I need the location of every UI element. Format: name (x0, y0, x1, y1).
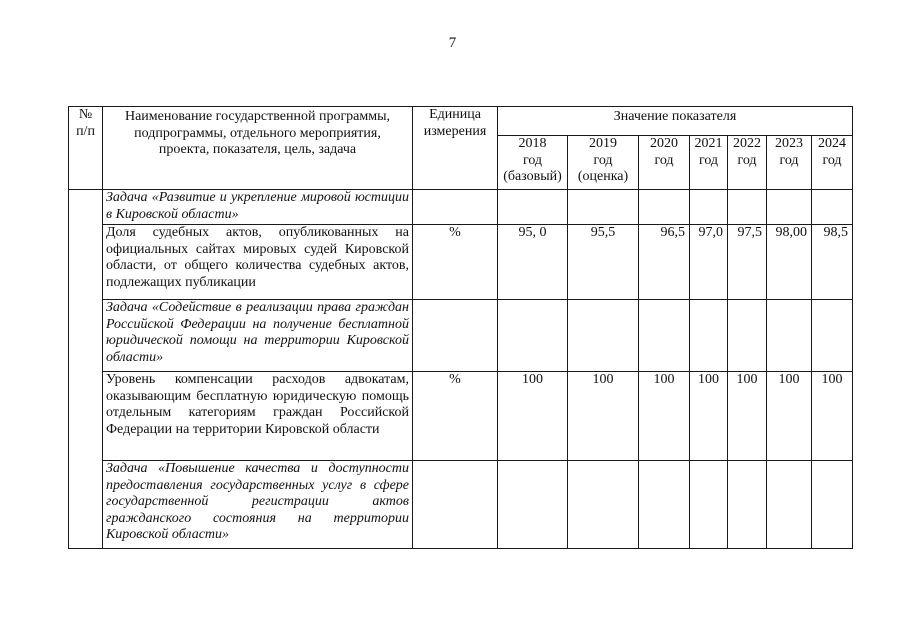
header-num: № п/п (69, 107, 103, 190)
indicator-row (69, 225, 853, 300)
year-header: 2019 год (оценка) (568, 136, 639, 190)
year-header: 2023 год (767, 136, 812, 190)
indicator-unit: % (413, 372, 498, 461)
value-2019: 100 (568, 372, 639, 461)
value-2020: 100 (639, 372, 690, 461)
row-num-cell (69, 190, 103, 549)
value-2023: 98,00 (767, 225, 812, 300)
task-text: Задача «Содействие в реализации права граждан Российской Федерации на получение бесплатной юридической помощи на территории Кировской области» (103, 300, 413, 372)
value-2018: 95, 0 (498, 225, 568, 300)
task-row (69, 190, 853, 225)
task-text: Задача «Повышение качества и доступности предоставления государственных услуг в сфере государственной регистрации актов гражданского состояния на территории Кировской области» (103, 461, 413, 549)
value-2021: 100 (690, 372, 728, 461)
year-header: 2021 год (690, 136, 728, 190)
value-2022: 97,5 (728, 225, 767, 300)
indicator-text: Уровень компенсации расходов адвокатам, оказывающим бесплатную юридическую помощь отдельным категориям граждан Российской Федерации на территории Кировской области (103, 372, 413, 461)
header-unit: Единица измерения (413, 107, 498, 190)
indicator-row (69, 372, 853, 461)
indicator-table (68, 106, 853, 549)
year-header: 2024 год (812, 136, 853, 190)
year-header: 2018 год (базовый) (498, 136, 568, 190)
header-row-1 (69, 107, 853, 136)
value-2021: 97,0 (690, 225, 728, 300)
header-value-group: Значение показателя (498, 107, 853, 136)
page-number: 7 (448, 35, 457, 51)
task-text: Задача «Развитие и укрепление мировой юстиции в Кировской области» (103, 190, 413, 225)
value-2024: 100 (812, 372, 853, 461)
task-row (69, 300, 853, 372)
value-2019: 95,5 (568, 225, 639, 300)
header-name: Наименование государственной программы, подпрограммы, отдельного мероприятия, проекта, показателя, цель, задача (103, 107, 413, 190)
value-2020: 96,5 (639, 225, 690, 300)
year-header: 2020 год (639, 136, 690, 190)
task-row (69, 461, 853, 549)
value-2023: 100 (767, 372, 812, 461)
value-2018: 100 (498, 372, 568, 461)
value-2022: 100 (728, 372, 767, 461)
indicator-text: Доля судебных актов, опубликованных на официальных сайтах мировых судей Кировской области, от общего количества судебных актов, подлежащих публикации (103, 225, 413, 300)
indicator-unit: % (413, 225, 498, 300)
value-2024: 98,5 (812, 225, 853, 300)
year-header: 2022 год (728, 136, 767, 190)
